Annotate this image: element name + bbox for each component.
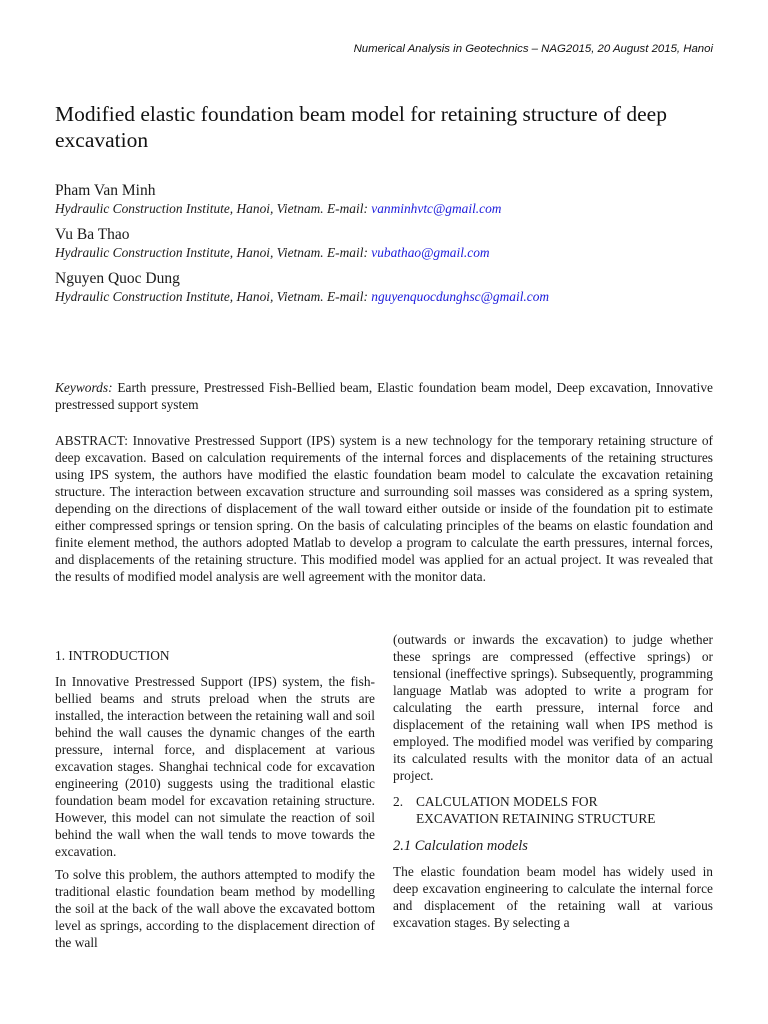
author-name: Vu Ba Thao xyxy=(55,226,130,243)
subsection-heading: 2.1 Calculation models xyxy=(393,838,528,854)
intro-paragraph-2: To solve this problem, the authors attempted to modify the traditional elastic foundation beam method by modelling the soil at the back of the wall above the excavated bottom level as springs, according to the displacement direction of the wall xyxy=(55,867,375,950)
author-affiliation xyxy=(55,288,715,306)
affiliation-text: Hydraulic Construction Institute, Hanoi, Vietnam. E-mail: xyxy=(55,289,372,304)
left-column xyxy=(55,647,375,951)
affiliation-text: Hydraulic Construction Institute, Hanoi, Vietnam. E-mail: xyxy=(55,201,372,216)
author-affiliation xyxy=(55,200,715,218)
running-header: Numerical Analysis in Geotechnics – NAG2015, 20 August 2015, Hanoi xyxy=(353,43,713,55)
calc-models-paragraph: The elastic foundation beam model has widely used in deep excavation engineering to calculate the internal force and displacement of the retaining wall at various excavation stages. By selecting a xyxy=(393,864,713,930)
intro-paragraph-3: (outwards or inwards the excavation) to judge whether these springs are compressed (effective springs) or tensional (ineffective springs). Subsequently, programming language Matlab was adopted to write a program for calculating the earth pressure, internal force and displacement of the retaining wall when IPS method is employed. The modified model was verified by comparing its calculated results with the monitor data of an actual project. xyxy=(393,632,713,783)
author-name: Nguyen Quoc Dung xyxy=(55,270,180,287)
section-title-line-1: CALCULATION MODELS FOR xyxy=(416,794,598,809)
abstract-paragraph: ABSTRACT: Innovative Prestressed Support (IPS) system is a new technology for the temporary retaining structure of deep excavation. Based on calculation requirements of the internal forces and displacements of the retaining structures using IPS system, the authors have modified the elastic foundation beam model to calculate the excavation retaining structure. The interaction between excavation structure and surrounding soil masses was considered as a spring system, depending on the directions of displacement of the wall toward either outside or inside of the foundation pit to estimate either compressed springs or tension spring. On the basis of calculating principles of the beams on elastic foundation and finite element method, the authors adopted Matlab to develop a program to calculate the earth pressures, internal forces, and displacements of the retaining structure. This modified model was applied for an actual project. It was revealed that the results of modified model analysis are well agreement with the monitor data. xyxy=(55,433,713,584)
author-entry-3 xyxy=(55,269,715,306)
affiliation-text: Hydraulic Construction Institute, Hanoi, Vietnam. E-mail: xyxy=(55,245,372,260)
paper-title: Modified elastic foundation beam model for retaining structure of deep excavation xyxy=(55,102,667,152)
author-email-link[interactable]: nguyenquocdunghsc@gmail.com xyxy=(371,289,550,304)
intro-paragraph-1: In Innovative Prestressed Support (IPS) system, the fish-bellied beams and struts preload when the struts are installed, the interaction between the retaining wall and soil behind the wall causes the dynamic changes of the earth pressure, internal force, and displacement at various excavation stages. Shanghai technical code for excavation engineering (2010) suggests using the traditional elastic foundation beam model for excavation retaining structure. However, this model can not simulate the reaction of soil behind the wall when the wall tends to move towards the excavation. xyxy=(55,674,375,859)
author-name: Pham Van Minh xyxy=(55,182,156,199)
author-entry-2 xyxy=(55,225,715,262)
author-affiliation xyxy=(55,244,715,262)
author-entry-1 xyxy=(55,181,715,218)
section-heading-calc-models xyxy=(393,793,713,827)
author-email-link[interactable]: vubathao@gmail.com xyxy=(371,245,490,260)
author-email-link[interactable]: vanminhvtc@gmail.com xyxy=(371,201,502,216)
keywords-text: Earth pressure, Prestressed Fish-Bellied beam, Elastic foundation beam model, Deep excavation, Innovative prestressed support system xyxy=(55,380,713,412)
section-heading-introduction: 1. INTRODUCTION xyxy=(55,648,170,663)
keywords-label: Keywords: xyxy=(55,380,113,395)
keywords-paragraph xyxy=(55,379,713,413)
section-number: 2. xyxy=(393,794,404,809)
section-title-line-2: EXCAVATION RETAINING STRUCTURE xyxy=(416,811,656,826)
section-title xyxy=(416,793,655,827)
right-column xyxy=(393,631,713,931)
